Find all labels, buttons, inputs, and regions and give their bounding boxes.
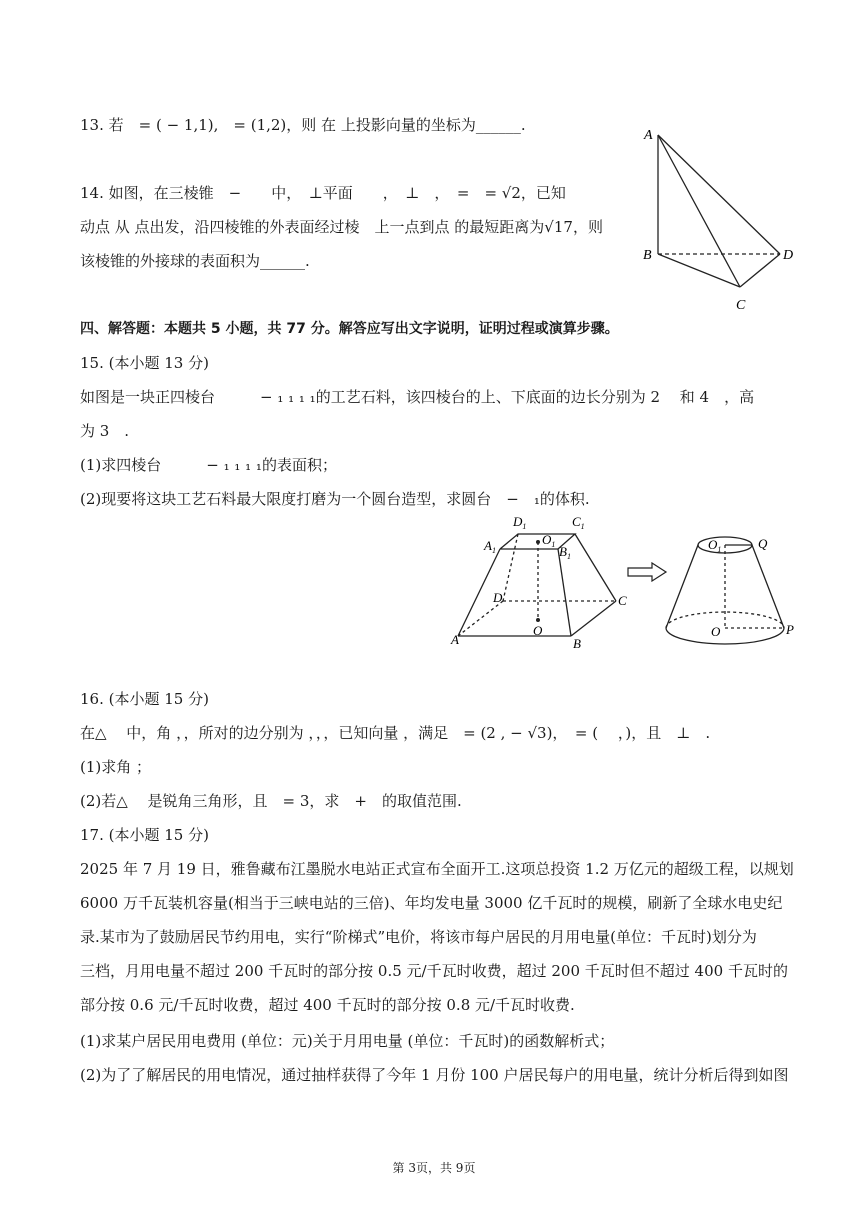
q15-part-2: (2)现要将这块工艺石料最大限度打磨为一个圆台造型，求圆台 − ₁的体积. [80,490,590,508]
q17-part-1: (1)求某户居民用电费用 (单位：元)关于月用电量 (单位：千瓦时)的函数解析式； [80,1032,615,1050]
q15-line-2: 为 3 . [80,422,130,440]
q17-line-2: 6000 万千瓦装机容量(相当于三峡电站的三倍)、年均发电量 3000 亿千瓦时的规模，刷新了全球水电史纪 [80,894,783,912]
frustum-label-b: B [573,636,581,651]
cone-label-o: O [711,624,721,639]
q15-line-1: 如图是一块正四棱台 − ₁ ₁ ₁ ₁的工艺石料，该四棱台的上、下底面的边长分别为 2 和 4 ，高 [80,388,755,406]
frustum-label-o: O [533,623,543,638]
cone-label-q: Q [758,536,768,551]
frustum-label-b1: $B_1$ [559,544,571,561]
frustum-label-a: A [451,632,459,647]
frustum-label-c: C [618,593,627,608]
frustum-label-d1: $D_1$ [513,514,527,531]
cone-label-p: P [786,622,794,637]
q17-line-3: 录.某市为了鼓励居民节约用电，实行“阶梯式”电价，将该市每户居民的月用电量(单位：千瓦时)划分为 [80,928,757,946]
q17-line-1: 2025 年 7 月 19 日，雅鲁藏布江墨脱水电站正式宣布全面开工.这项总投资 1.2 万亿元的超级工程，以规划 [80,860,794,878]
page-footer: 第 3页，共 9页 [392,1161,476,1175]
q14-line-2: 动点 从 点出发，沿四棱锥的外表面经过棱 上一点到点 的最短距离为√17，则 [80,218,603,236]
q15-header: 15. (本小题 13 分) [80,354,209,372]
q17-line-4: 三档，月用电量不超过 200 千瓦时的部分按 0.5 元/千瓦时收费，超过 200 千瓦时但不超过 400 千瓦时的 [80,962,788,980]
section-4-heading: 四、解答题：本题共 5 小题，共 77 分。解答应写出文字说明，证明过程或演算步骤。 [80,321,619,337]
frustum-figure [448,508,648,656]
frustum-label-c1: $C_1$ [572,514,585,531]
truncated-cone-figure [660,526,810,651]
q16-part-1: (1)求角 ； [80,758,152,776]
q16-line-1: 在△ 中，角 ，，所对的边分别为 ，，，已知向量 ，满足 = (2 , − √3)， = ( ，)，且 ⊥ . [80,724,711,742]
pyramid-label-d: D [783,248,794,263]
q17-line-5: 部分按 0.6 元/千瓦时收费，超过 400 千瓦时的部分按 0.8 元/千瓦时收费. [80,996,575,1014]
q16-part-2: (2)若△ 是锐角三角形，且 = 3，求 + 的取值范围. [80,792,462,810]
q17-part-2: (2)为了了解居民的用电情况，通过抽样获得了今年 1 月份 100 户居民每户的用电量，统计分析后得到如图 [80,1066,789,1084]
pyramid-label-c: C [736,298,746,313]
q16-header: 16. (本小题 15 分) [80,690,209,708]
q17-header: 17. (本小题 15 分) [80,826,209,844]
triangular-pyramid-figure [640,120,810,320]
pyramid-label-b: B [643,248,652,263]
frustum-label-o1: $O_1$ [542,532,556,549]
frustum-label-a1: $A_1$ [484,538,496,555]
frustum-label-d: D [493,590,503,605]
cone-label-o1: $O_1$ [708,537,722,554]
q14-line-1: 14. 如图，在三棱锥 − 中， ⊥平面 ， ⊥ ， = = √2，已知 [80,184,566,202]
q13-text: 13. 若 = ( − 1,1), = (1,2)，则 在 上投影向量的坐标为______. [80,116,526,134]
q15-part-1: (1)求四棱台 − ₁ ₁ ₁ ₁的表面积； [80,456,337,474]
q14-line-3: 该棱锥的外接球的表面积为______. [80,252,310,270]
pyramid-label-a: A [644,128,653,143]
